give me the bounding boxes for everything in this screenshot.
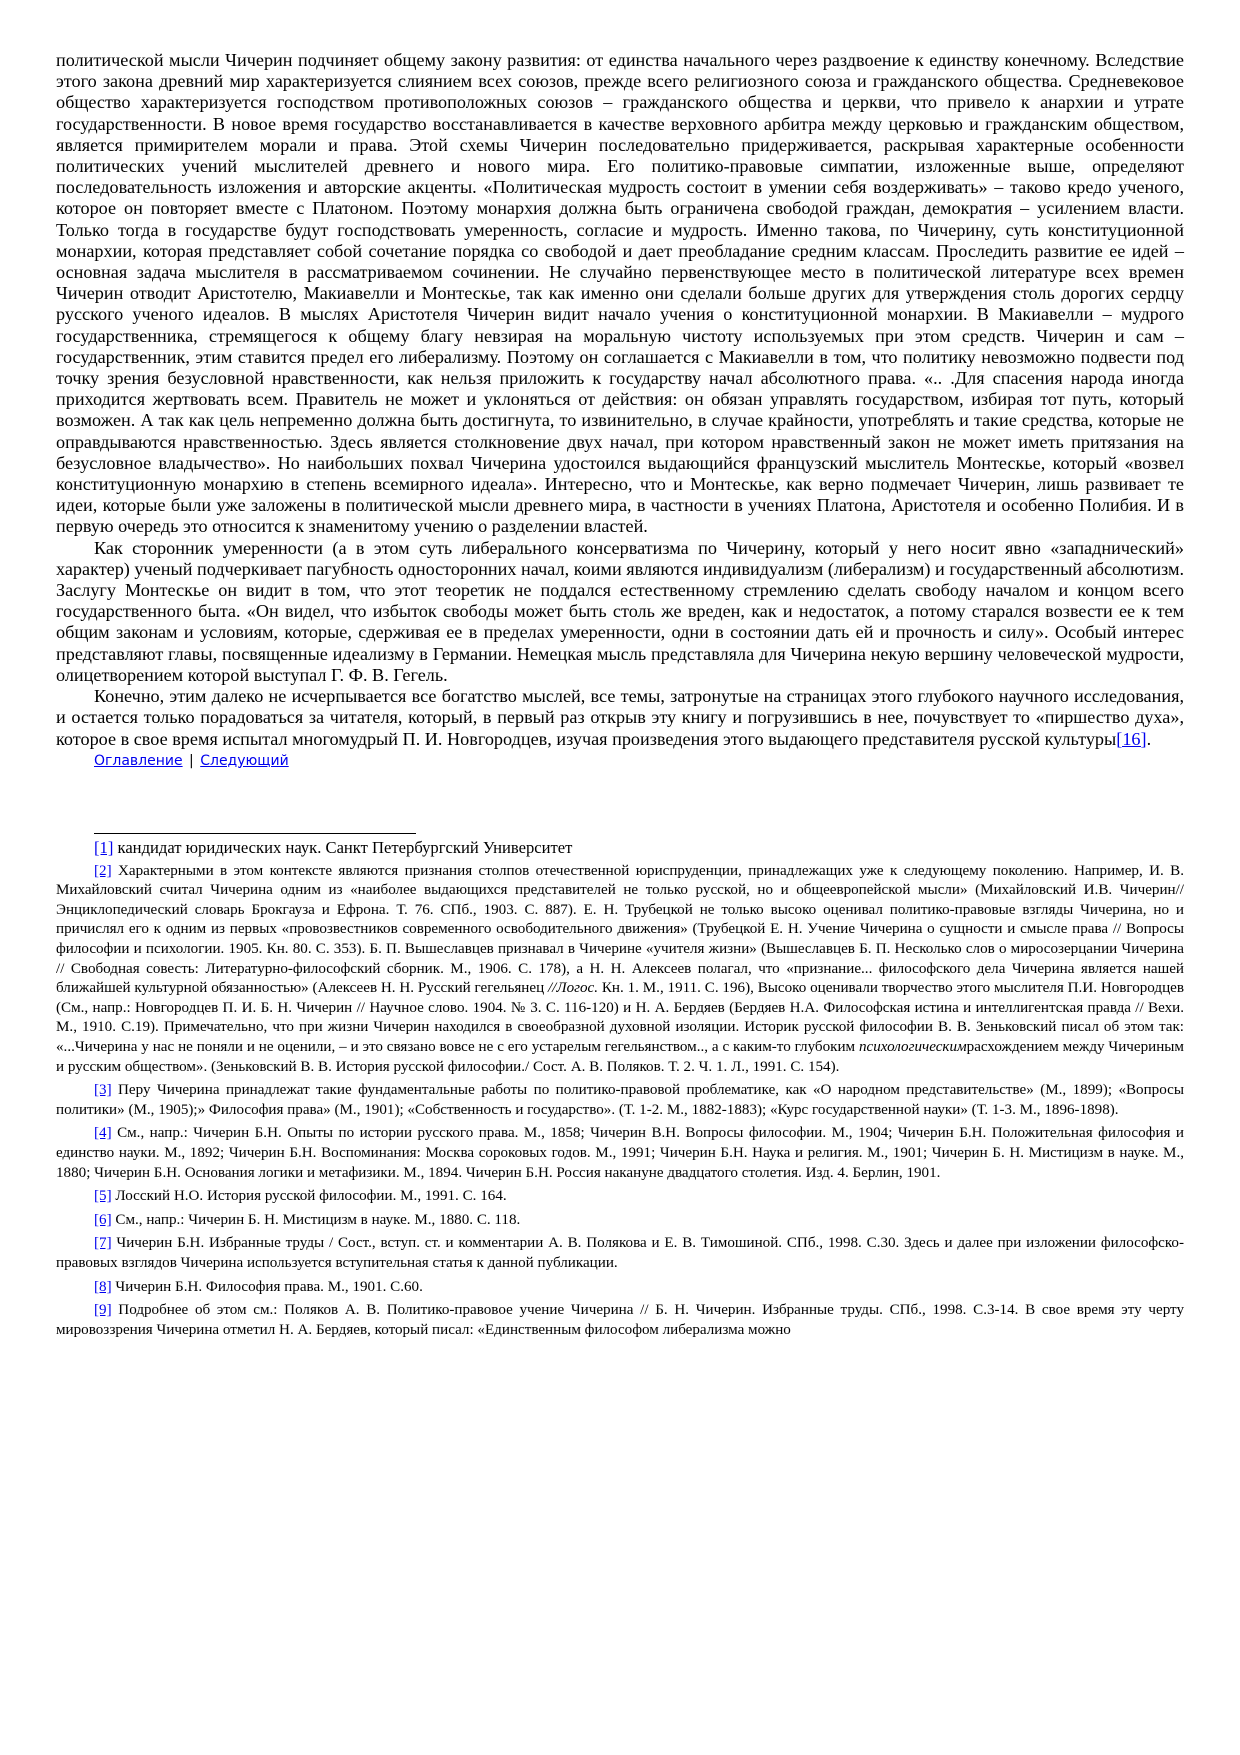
paragraph-2: Как сторонник умеренности (а в этом суть либерального консерватизма по Чичерину, который у него носит явно «западнический» характер) ученый подчеркивает пагубность односторонних начал, коими являются индивидуализм (либерализм) и государственный абсолютизм. Заслугу Монтескье он видит в том, что этот теоретик не поддался естественному стремлению сделать свободу началом и концом всего государственного быта. «Он видел, что избыток свободы может быть столь же вреден, как и недостаток, а потому старался возвести ее к тем общим законам и условиям, которые, сдерживая ее в пределах умеренности, одни в состоянии дать ей и прочность и силу». Особый интерес представляют главы, посвященные идеализму в Германии. Немецкая мысль представляла для Чичерина некую вершину человеческой мудрости, олицетворением которой выступал Г. Ф. В. Гегель. — [56, 537, 1184, 685]
contents-link[interactable]: Оглавление — [94, 752, 183, 769]
footnote-ref-9[interactable]: [9] — [94, 1302, 112, 1319]
footnote-6: [6] См., напр.: Чичерин Б. Н. Мистицизм в науке. М., 1880. С. 118. — [94, 1211, 521, 1228]
footnotes — [56, 838, 1184, 1341]
footnote-ref-6[interactable]: [6] — [94, 1211, 112, 1228]
footnote-ref-7[interactable]: [7] — [94, 1235, 112, 1252]
footnote-3: [3] Перу Чичерина принадлежат такие фундаментальные работы по политико-правовой проблематике, как «О народном представительстве» (М., 1899); «Вопросы политики» (М., 1905);» Философия права» (М., 1901); «Собственность и государство». (Т. 1-2. М., 1882-1883); «Курс государственной науки» (Т. 1-3. М., 1896-1898). — [56, 1082, 1184, 1118]
footnote-ref-3[interactable]: [3] — [94, 1082, 112, 1099]
footnote-5: [5] Лосский Н.О. История русской философии. М., 1991. С. 164. — [94, 1188, 507, 1205]
footnote-ref-1[interactable]: [1] — [94, 837, 114, 857]
footnote-4: [4] См., напр.: Чичерин Б.Н. Опыты по истории русского права. М., 1858; Чичерин В.Н. Вопросы философии. М., 1904; Чичерин Б.Н. Положительная философия и единство науки. М., 1892; Чичерин Б.Н. Воспоминания: Москва сороковых годов. М., 1991; Чичерин Б.Н. Наука и религия. М., 1901; Чичерин Б. Н. Мистицизм в науке. М., 1880; Чичерин Б.Н. Основания логики и метафизики. М., 1894. Чичерин Б.Н. Россия накануне двадцатого столетия. Изд. 4. Берлин, 1901. — [56, 1125, 1184, 1181]
next-link[interactable]: Следующий — [200, 752, 289, 769]
footnote-1: [1] кандидат юридических наук. Санкт Петербургский Университет — [94, 837, 573, 857]
footnote-2: [2] Характерными в этом контексте являются признания столпов отечественной юриспруденции, принадлежащих уже к следующему поколению. Например, И. В. Михайловский считал Чичерина одним из «наиболее выдающихся представителей не только русской, но и общеевропейской мысли» (Михайловский И.В. Чичерин// Энциклопедический словарь Брокгауза и Ефрона. Т. 76. СПб., 1903. С. 887). Е. Н. Трубецкой не только высоко оценивал политико-правовые взгляды Чичерина, но и причислял его к одним из первых «провозвестников современного освободительного движения» (Трубецкой Е. Н. Учение Чичерина о сущности и смысле права // Вопросы философии и психологии. 1905. Кн. 80. С. 353). Б. П. Вышеславцев признавал в Чичерине «учителя жизни» (Вышеславцев Б. П. Несколько слов о миросозерцании Чичерина // Свободная совесть: Литературно-философский сборник. М., 1906. С. 178), а Н. Н. Алексеев полагал, что «признание... философского дела Чичерина является нашей ближайшей культурной обязанностью» (Алексеев Н. Н. Русский гегельянец //Логос. Кн. 1. М., 1911. С. 196), Высоко оценивали творчество этого мыслителя П.И. Новгородцев (См., напр.: Новгородцев П. И. Б. Н. Чичерин // Научное слово. 1904. № 3. С. 116-120) и Н. А. Бердяев (Бердяев Н.А. Философская истина и интеллигентская правда // Вехи. М., 1910. С.19). Примечательно, что при жизни Чичерин находился в своеобразной духовной изоляции. Историк русской философии В. В. Зеньковский писал об этом так: «...Чичерина у нас не поняли и не оценили, – и это связано вовсе не с его устарелым гегельянством.., а с каким-то глубоким психологическимрасхождением между Чичериным и русским обществом». (Зеньковский В. В. История русской философии./ Сост. А. В. Поляков. Т. 2. Ч. 1. Л., 1991. С. 154). — [56, 862, 1184, 1075]
document-page — [56, 50, 1184, 1344]
footnote-link-16[interactable]: [16] — [1116, 728, 1147, 749]
paragraph-3: Конечно, этим далеко не исчерпывается все богатство мыслей, все темы, затронутые на страницах этого глубокого научного исследования, и остается только порадоваться за читателя, который, в первый раз открыв эту книгу и погрузившись в нее, почувствует то «пиршество духа», которое в свое время испытал многомудрый П. И. Новгородцев, изучая произведения этого выдающего представителя русской культуры[16]. — [56, 686, 1184, 749]
footnote-ref-8[interactable]: [8] — [94, 1278, 112, 1295]
footnote-ref-4[interactable]: [4] — [94, 1125, 112, 1142]
paragraph-1: политической мысли Чичерин подчиняет общему закону развития: от единства начального через раздвоение к единству конечному. Вследствие этого закона древний мир характеризуется слиянием всех союзов, прежде всего религиозного союза и гражданского общества. Средневековое общество характеризуется господством противоположных союзов – гражданского общества и церкви, что привело к анархии и утрате государственности. В новое время государство восстанавливается в качестве верховного арбитра между церковью и гражданским обществом, является примирителем морали и права. Этой схемы Чичерин последовательно придерживается, раскрывая характерные особенности политических учений мыслителей древнего и нового мира. Его политико-правовые симпатии, изложенные выше, определяют последовательность изложения и авторские акценты. «Политическая мудрость состоит в умении себя воздерживать» – таково кредо ученого, которое он повторяет вместе с Платоном. Поэтому монархия должна быть ограничена свободой граждан, демократия – усилением власти. Только тогда в государстве будут господствовать умеренность, согласие и мудрость. Именно такова, по Чичерину, суть конституционной монархии, которая представляет собой сочетание порядка со свободой и дает преобладание средним классам. Проследить развитие ее идей – основная задача мыслителя в рассматриваемом сочинении. Не случайно первенствующее место в политической литературе всех времен Чичерин отводит Аристотелю, Макиавелли и Монтескье, так как именно они сделали больше других для утверждения столь дорогих сердцу русского ученого идеалов. В мыслях Аристотеля Чичерин видит начало учения о конституционной монархии. В Макиавелли – мудрого государственника, стремящегося к общему благу невзирая на моральную чистоту используемых при этом средств. Чичерин и сам – государственник, этим ставится предел его либерализму. Поэтому он соглашается с Макиавелли в том, что политику невозможно подвести под точку зрения безусловной нравственности, как нельзя приложить к государству начал абсолютного права. «.. .Для спасения народа иногда приходится жертвовать всем. Правитель не может и уклоняться от действия: он обязан управлять государством, избирая тот путь, который возможен. А так как цель непременно должна быть достигнута, то извинительно, в случае крайности, употреблять и такие средства, которые не оправдываются нравственностью. Здесь является столкновение двух начал, при котором нравственный закон не может иметь притязания на безусловное владычество». Но наибольших похвал Чичерина удостоился выдающийся французский мыслитель Монтескье, который «возвел конституционную монархию в степень всемирного идеала». Интересно, что и Монтескье, как верно подмечает Чичерин, лишь развивает те идеи, которые были уже заложены в политической мысли древнего мира, в частности в учениях Платона, Аристотеля и особенно Полибия. И в первую очередь это относится к знаменитому учению о разделении властей. — [56, 50, 1184, 537]
footnote-7: [7] Чичерин Б.Н. Избранные труды / Сост., вступ. ст. и комментарии А. В. Полякова и Е. В. Тимошиной. СПб., 1998. С.30. Здесь и далее при изложении философско-правовых взглядов Чичерина используется вступительная статья к данной публикации. — [56, 1235, 1184, 1271]
nav-separator: | — [189, 752, 194, 769]
main-text — [56, 50, 1184, 750]
footnote-ref-5[interactable]: [5] — [94, 1188, 112, 1205]
footnote-8: [8] Чичерин Б.Н. Философия права. М., 1901. С.60. — [94, 1278, 423, 1295]
navigation-links — [94, 751, 1184, 771]
footnotes-divider — [94, 833, 416, 834]
footnote-9: [9] Подробнее об этом см.: Поляков А. В. Политико-правовое учение Чичерина // Б. Н. Чичерин. Избранные труды. СПб., 1998. С.3-14. В свое время эту черту мировоззрения Чичерина отметил Н. А. Бердяев, который писал: «Единственным философом либерализма можно — [56, 1302, 1184, 1338]
footnote-ref-2[interactable]: [2] — [94, 862, 112, 879]
